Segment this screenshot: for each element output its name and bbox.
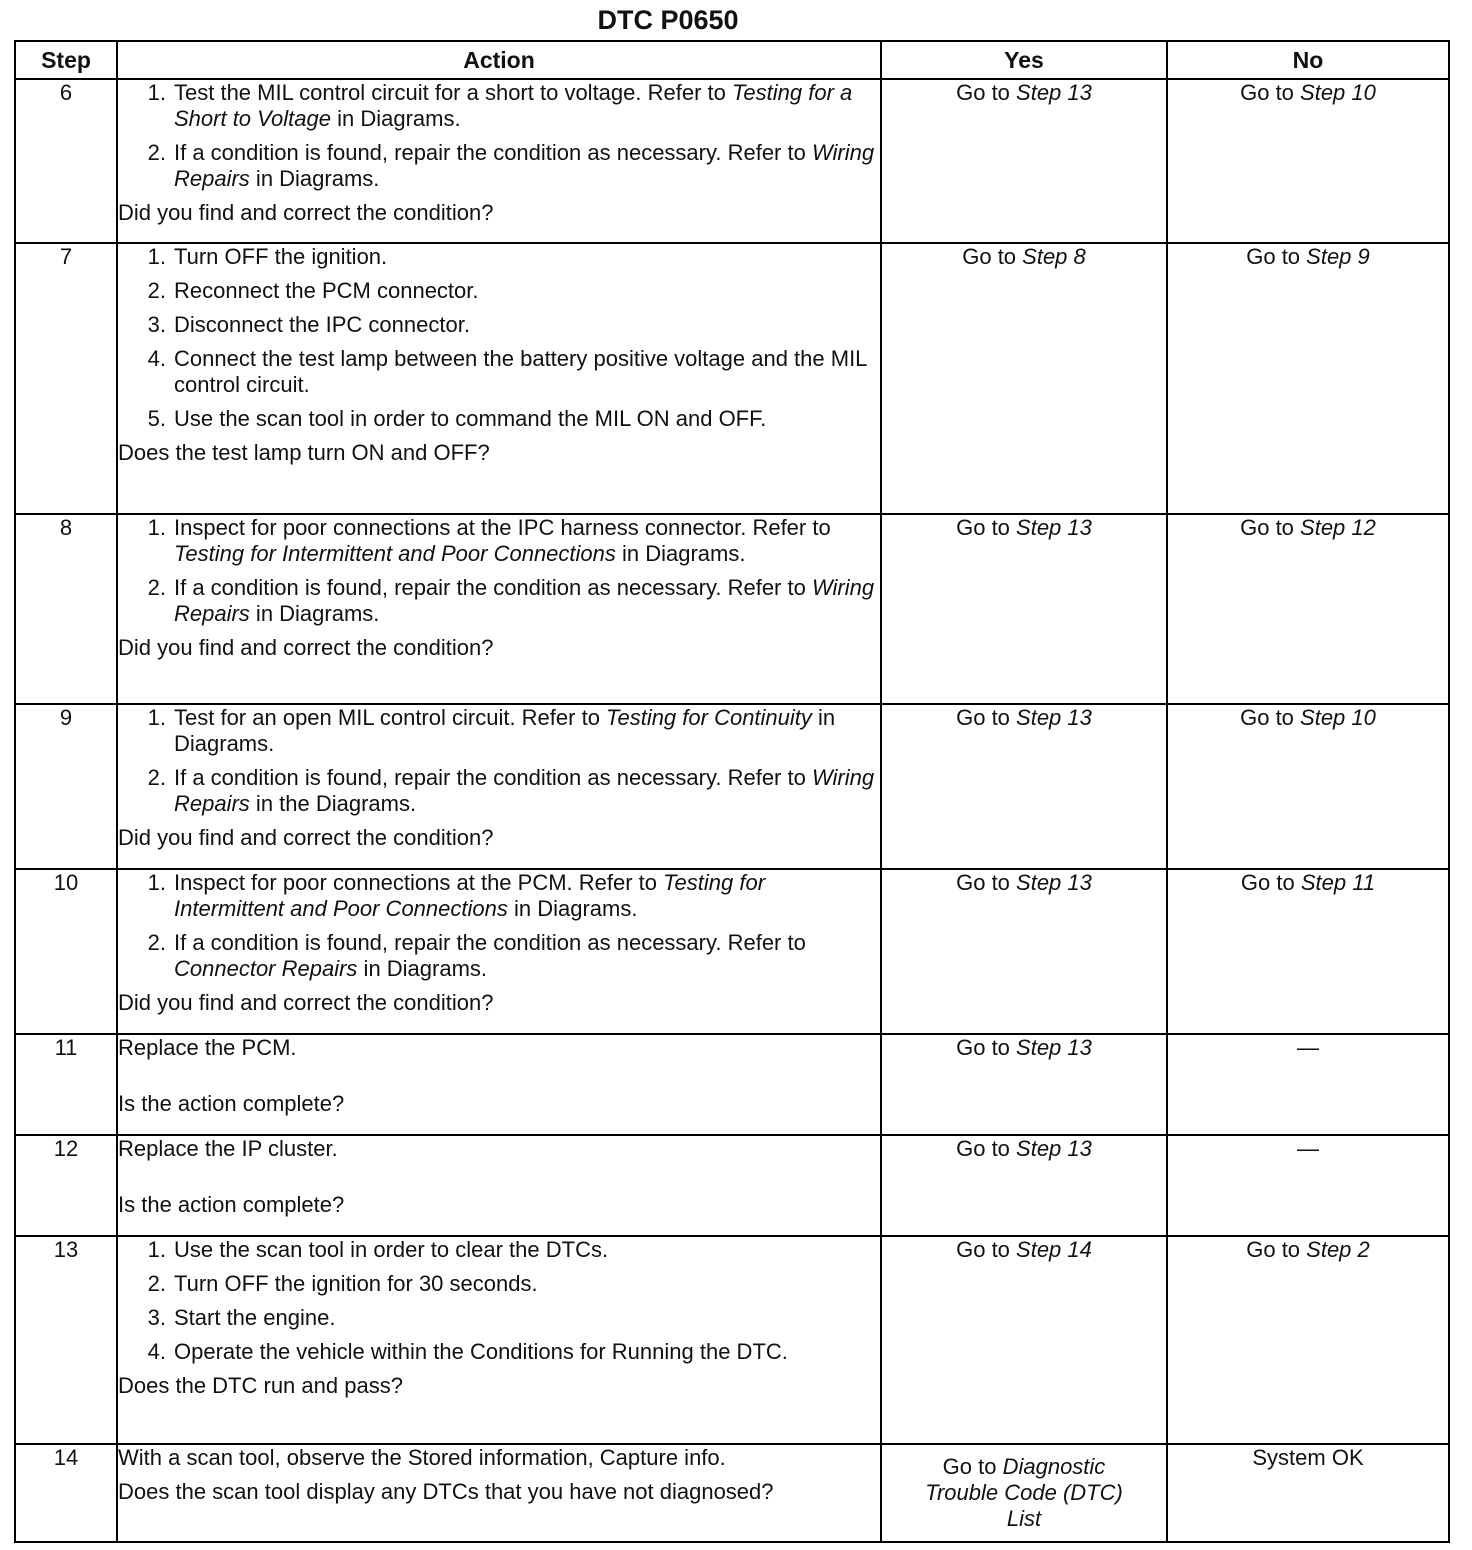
item-number: 2.	[147, 930, 166, 955]
no-target-link[interactable]: Step 11	[1300, 870, 1376, 895]
step-number: 13	[15, 1236, 117, 1444]
no-target-link[interactable]: Step 12	[1300, 515, 1376, 540]
item-text-suffix: in Diagrams.	[357, 956, 488, 981]
yes-prefix: Go to	[942, 1454, 1003, 1479]
step-number: 8	[15, 514, 117, 704]
action-question: Did you find and correct the condition?	[118, 825, 494, 850]
action-item	[138, 575, 880, 627]
reference-link: Testing for a Short to Voltage	[174, 80, 853, 131]
yes-cell	[881, 1236, 1167, 1444]
action-cell	[117, 79, 881, 243]
item-number: 1.	[147, 870, 166, 895]
yes-cell	[881, 1034, 1167, 1135]
yes-prefix: Go to	[956, 80, 1017, 105]
no-cell	[1167, 869, 1449, 1034]
table-row	[15, 79, 1449, 243]
item-text: Use the scan tool in order to clear the DTCs.	[174, 1237, 609, 1262]
item-text: If a condition is found, repair the condition as necessary. Refer to	[174, 765, 812, 790]
action-item	[138, 244, 880, 270]
no-prefix: Go to	[1240, 80, 1301, 105]
action-item	[138, 870, 880, 922]
action-item	[138, 140, 880, 192]
reference-link: Wiring Repairs	[174, 140, 875, 191]
table-row	[15, 1444, 1449, 1542]
no-target-link[interactable]: Step 9	[1306, 244, 1370, 269]
no-prefix: Go to	[1240, 515, 1301, 540]
action-cell	[117, 1236, 881, 1444]
header-row	[15, 41, 1449, 79]
yes-target-link[interactable]: Step 8	[1022, 244, 1086, 269]
action-cell	[117, 869, 881, 1034]
reference-link: Testing for Continuity	[606, 705, 812, 730]
table-row	[15, 243, 1449, 514]
action-question: Does the DTC run and pass?	[118, 1373, 403, 1398]
action-question: Did you find and correct the condition?	[118, 200, 494, 225]
no-cell	[1167, 704, 1449, 869]
yes-target-link[interactable]: Step 13	[1016, 870, 1092, 895]
action-item	[138, 406, 880, 432]
action-item	[138, 1271, 880, 1297]
step-number: 9	[15, 704, 117, 869]
item-text: Test for an open MIL control circuit. Refer to	[174, 705, 607, 730]
action-item	[138, 312, 880, 338]
action-list	[118, 80, 880, 192]
no-cell	[1167, 514, 1449, 704]
diagnostic-table	[14, 40, 1450, 1543]
table-row	[15, 704, 1449, 869]
no-cell	[1167, 1236, 1449, 1444]
yes-cell	[881, 1444, 1167, 1542]
no-cell-dash: —	[1167, 1034, 1449, 1135]
item-text: If a condition is found, repair the condition as necessary. Refer to	[174, 930, 806, 955]
item-text-suffix: in the Diagrams.	[249, 791, 417, 816]
no-target-link[interactable]: Step 2	[1306, 1237, 1370, 1262]
action-item	[138, 515, 880, 567]
action-item	[138, 346, 880, 398]
action-question: Is the action complete?	[118, 1192, 345, 1217]
yes-target-link[interactable]: Step 14	[1016, 1237, 1092, 1262]
item-text: Disconnect the IPC connector.	[174, 312, 470, 337]
action-item	[138, 705, 880, 757]
item-text: Turn OFF the ignition.	[174, 244, 388, 269]
action-question: Does the scan tool display any DTCs that you have not diagnosed?	[118, 1479, 774, 1504]
yes-cell	[881, 1135, 1167, 1236]
no-target-link[interactable]: Step 10	[1300, 80, 1376, 105]
yes-cell	[881, 869, 1167, 1034]
yes-prefix: Go to	[956, 1136, 1017, 1161]
step-number: 12	[15, 1135, 117, 1236]
item-text: Inspect for poor connections at the IPC harness connector. Refer to	[174, 515, 831, 540]
action-cell	[117, 1444, 881, 1542]
reference-link: Wiring Repairs	[174, 765, 875, 816]
yes-cell	[881, 704, 1167, 869]
yes-target-link[interactable]: Step 13	[1016, 1136, 1092, 1161]
yes-prefix: Go to	[956, 1035, 1017, 1060]
item-text: Inspect for poor connections at the PCM. Refer to	[174, 870, 664, 895]
item-number: 4.	[147, 346, 166, 371]
yes-prefix: Go to	[956, 705, 1017, 730]
no-cell-status: System OK	[1167, 1444, 1449, 1542]
yes-prefix: Go to	[956, 515, 1017, 540]
item-text: Operate the vehicle within the Conditions for Running the DTC.	[174, 1339, 788, 1364]
item-number: 2.	[147, 765, 166, 790]
header-action: Action	[117, 41, 881, 79]
step-number: 14	[15, 1444, 117, 1542]
action-cell	[117, 1135, 881, 1236]
action-cell	[117, 1034, 881, 1135]
item-text-suffix: in Diagrams.	[174, 705, 836, 756]
item-number: 2.	[147, 575, 166, 600]
item-text: If a condition is found, repair the condition as necessary. Refer to	[174, 575, 812, 600]
action-item	[138, 1339, 880, 1365]
item-text: Use the scan tool in order to command the MIL ON and OFF.	[174, 406, 767, 431]
action-item	[138, 765, 880, 817]
header-yes: Yes	[881, 41, 1167, 79]
reference-link: Testing for Intermittent and Poor Connections	[174, 870, 766, 921]
no-prefix: Go to	[1246, 244, 1307, 269]
item-text-suffix: in Diagrams.	[249, 601, 380, 626]
step-number: 6	[15, 79, 117, 243]
table-row	[15, 514, 1449, 704]
action-question: Is the action complete?	[118, 1091, 345, 1116]
table-row	[15, 1236, 1449, 1444]
no-cell	[1167, 243, 1449, 514]
action-list	[118, 1237, 880, 1365]
step-number: 10	[15, 869, 117, 1034]
step-number: 11	[15, 1034, 117, 1135]
action-list	[118, 870, 880, 982]
no-cell-dash: —	[1167, 1135, 1449, 1236]
item-number: 4.	[147, 1339, 166, 1364]
action-cell	[117, 704, 881, 869]
table-row	[15, 1034, 1449, 1135]
action-question: Did you find and correct the condition?	[118, 635, 494, 660]
item-text: Reconnect the PCM connector.	[174, 278, 479, 303]
reference-link: Connector Repairs	[174, 956, 358, 981]
yes-prefix: Go to	[962, 244, 1023, 269]
item-text: If a condition is found, repair the condition as necessary. Refer to	[174, 140, 812, 165]
item-text-suffix: in Diagrams.	[507, 896, 638, 921]
action-list	[118, 705, 880, 817]
item-text-suffix: in Diagrams.	[330, 106, 461, 131]
item-text: Turn OFF the ignition for 30 seconds.	[174, 1271, 538, 1296]
item-number: 1.	[147, 515, 166, 540]
item-text: Connect the test lamp between the battery positive voltage and the MIL control circuit.	[174, 346, 867, 397]
item-text: Start the engine.	[174, 1305, 336, 1330]
action-cell	[117, 514, 881, 704]
item-number: 2.	[147, 140, 166, 165]
item-number: 1.	[147, 80, 166, 105]
item-number: 1.	[147, 1237, 166, 1262]
yes-target-link[interactable]: Step 13	[1016, 80, 1092, 105]
action-question: Does the test lamp turn ON and OFF?	[118, 440, 490, 465]
item-number: 1.	[147, 705, 166, 730]
table-row	[15, 1135, 1449, 1236]
reference-link: Testing for Intermittent and Poor Connections	[174, 541, 616, 566]
yes-target-link[interactable]: Step 13	[1016, 1035, 1092, 1060]
action-item	[138, 1237, 880, 1263]
action-text: With a scan tool, observe the Stored information, Capture info.	[118, 1445, 726, 1470]
action-item	[138, 278, 880, 304]
table-row	[15, 869, 1449, 1034]
yes-target-link[interactable]: Step 13	[1016, 705, 1092, 730]
no-target-link[interactable]: Step 10	[1300, 705, 1376, 730]
step-number: 7	[15, 243, 117, 514]
action-question: Did you find and correct the condition?	[118, 990, 494, 1015]
item-number: 3.	[147, 312, 166, 337]
yes-cell	[881, 243, 1167, 514]
action-text: Replace the PCM.	[118, 1035, 297, 1060]
yes-prefix: Go to	[956, 870, 1017, 895]
no-cell	[1167, 79, 1449, 243]
action-item	[138, 1305, 880, 1331]
header-step: Step	[15, 41, 117, 79]
header-no: No	[1167, 41, 1449, 79]
item-number: 1.	[147, 244, 166, 269]
yes-cell	[881, 79, 1167, 243]
action-cell	[117, 243, 881, 514]
page-title: DTC P0650	[597, 5, 739, 35]
action-item	[138, 80, 880, 132]
reference-link: Wiring Repairs	[174, 575, 875, 626]
no-prefix: Go to	[1246, 1237, 1307, 1262]
action-list	[118, 515, 880, 627]
yes-target-link[interactable]: Step 13	[1016, 515, 1092, 540]
item-number: 3.	[147, 1305, 166, 1330]
item-number: 2.	[147, 1271, 166, 1296]
item-text-suffix: in Diagrams.	[249, 166, 380, 191]
action-list	[118, 244, 880, 432]
item-number: 5.	[147, 406, 166, 431]
no-prefix: Go to	[1240, 870, 1301, 895]
item-text: Test the MIL control circuit for a short to voltage. Refer to	[174, 80, 732, 105]
yes-cell	[881, 514, 1167, 704]
yes-prefix: Go to	[956, 1237, 1017, 1262]
no-prefix: Go to	[1240, 705, 1301, 730]
item-text-suffix: in Diagrams.	[615, 541, 746, 566]
action-item	[138, 930, 880, 982]
action-text: Replace the IP cluster.	[118, 1136, 338, 1161]
item-number: 2.	[147, 278, 166, 303]
yes-target-link[interactable]: Diagnostic Trouble Code (DTC) List	[925, 1454, 1123, 1531]
